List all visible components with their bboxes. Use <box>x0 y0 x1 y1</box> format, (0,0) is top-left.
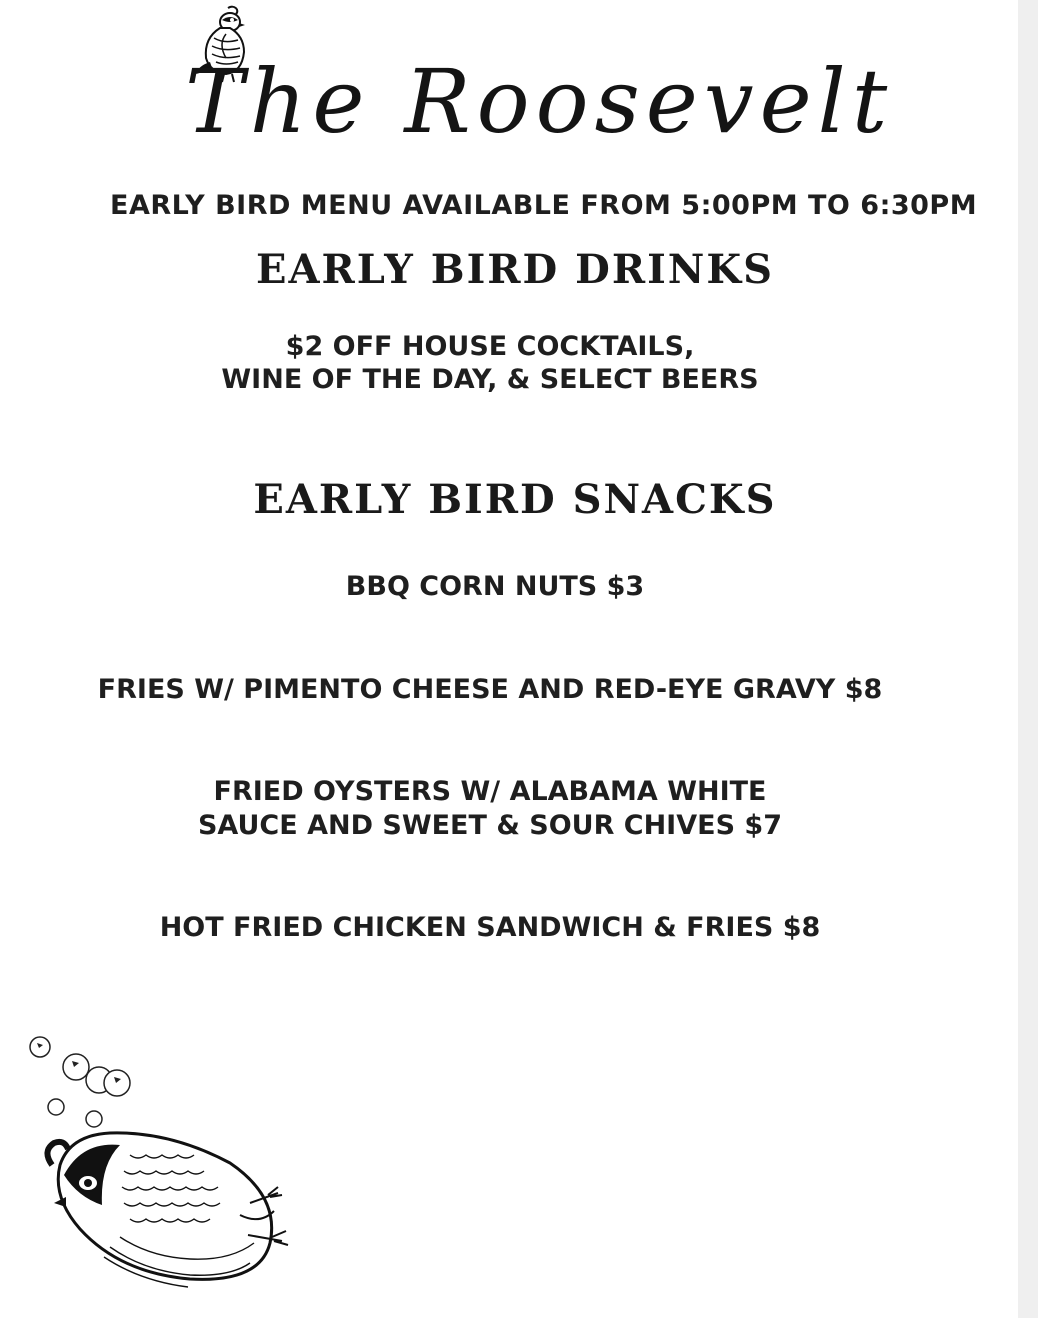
snack-item-oysters-line-2: SAUCE AND SWEET & SOUR CHIVES $7 <box>197 810 782 841</box>
drinks-line-1: $2 OFF HOUSE COCKTAILS, <box>285 331 695 362</box>
drinks-heading: EARLY BIRD DRINKS <box>255 246 775 293</box>
snack-item-corn-nuts: BBQ CORN NUTS $3 <box>345 571 645 602</box>
availability-text: EARLY BIRD MENU AVAILABLE FROM 5:00PM TO 6:30PM <box>110 190 978 221</box>
snacks-heading: EARLY BIRD SNACKS <box>253 476 777 523</box>
snack-item-fries: FRIES W/ PIMENTO CHEESE AND RED-EYE GRAVY $8 <box>97 674 883 705</box>
restaurant-logo: The Roosevelt <box>185 50 894 153</box>
quail-with-bubbles-icon <box>20 1025 320 1305</box>
snack-item-chicken-sandwich: HOT FRIED CHICKEN SANDWICH & FRIES $8 <box>159 912 821 943</box>
snack-item-oysters-line-1: FRIED OYSTERS W/ ALABAMA WHITE <box>213 776 767 807</box>
scrollbar-track[interactable] <box>1018 0 1038 1318</box>
drinks-line-2: WINE OF THE DAY, & SELECT BEERS <box>221 364 759 395</box>
